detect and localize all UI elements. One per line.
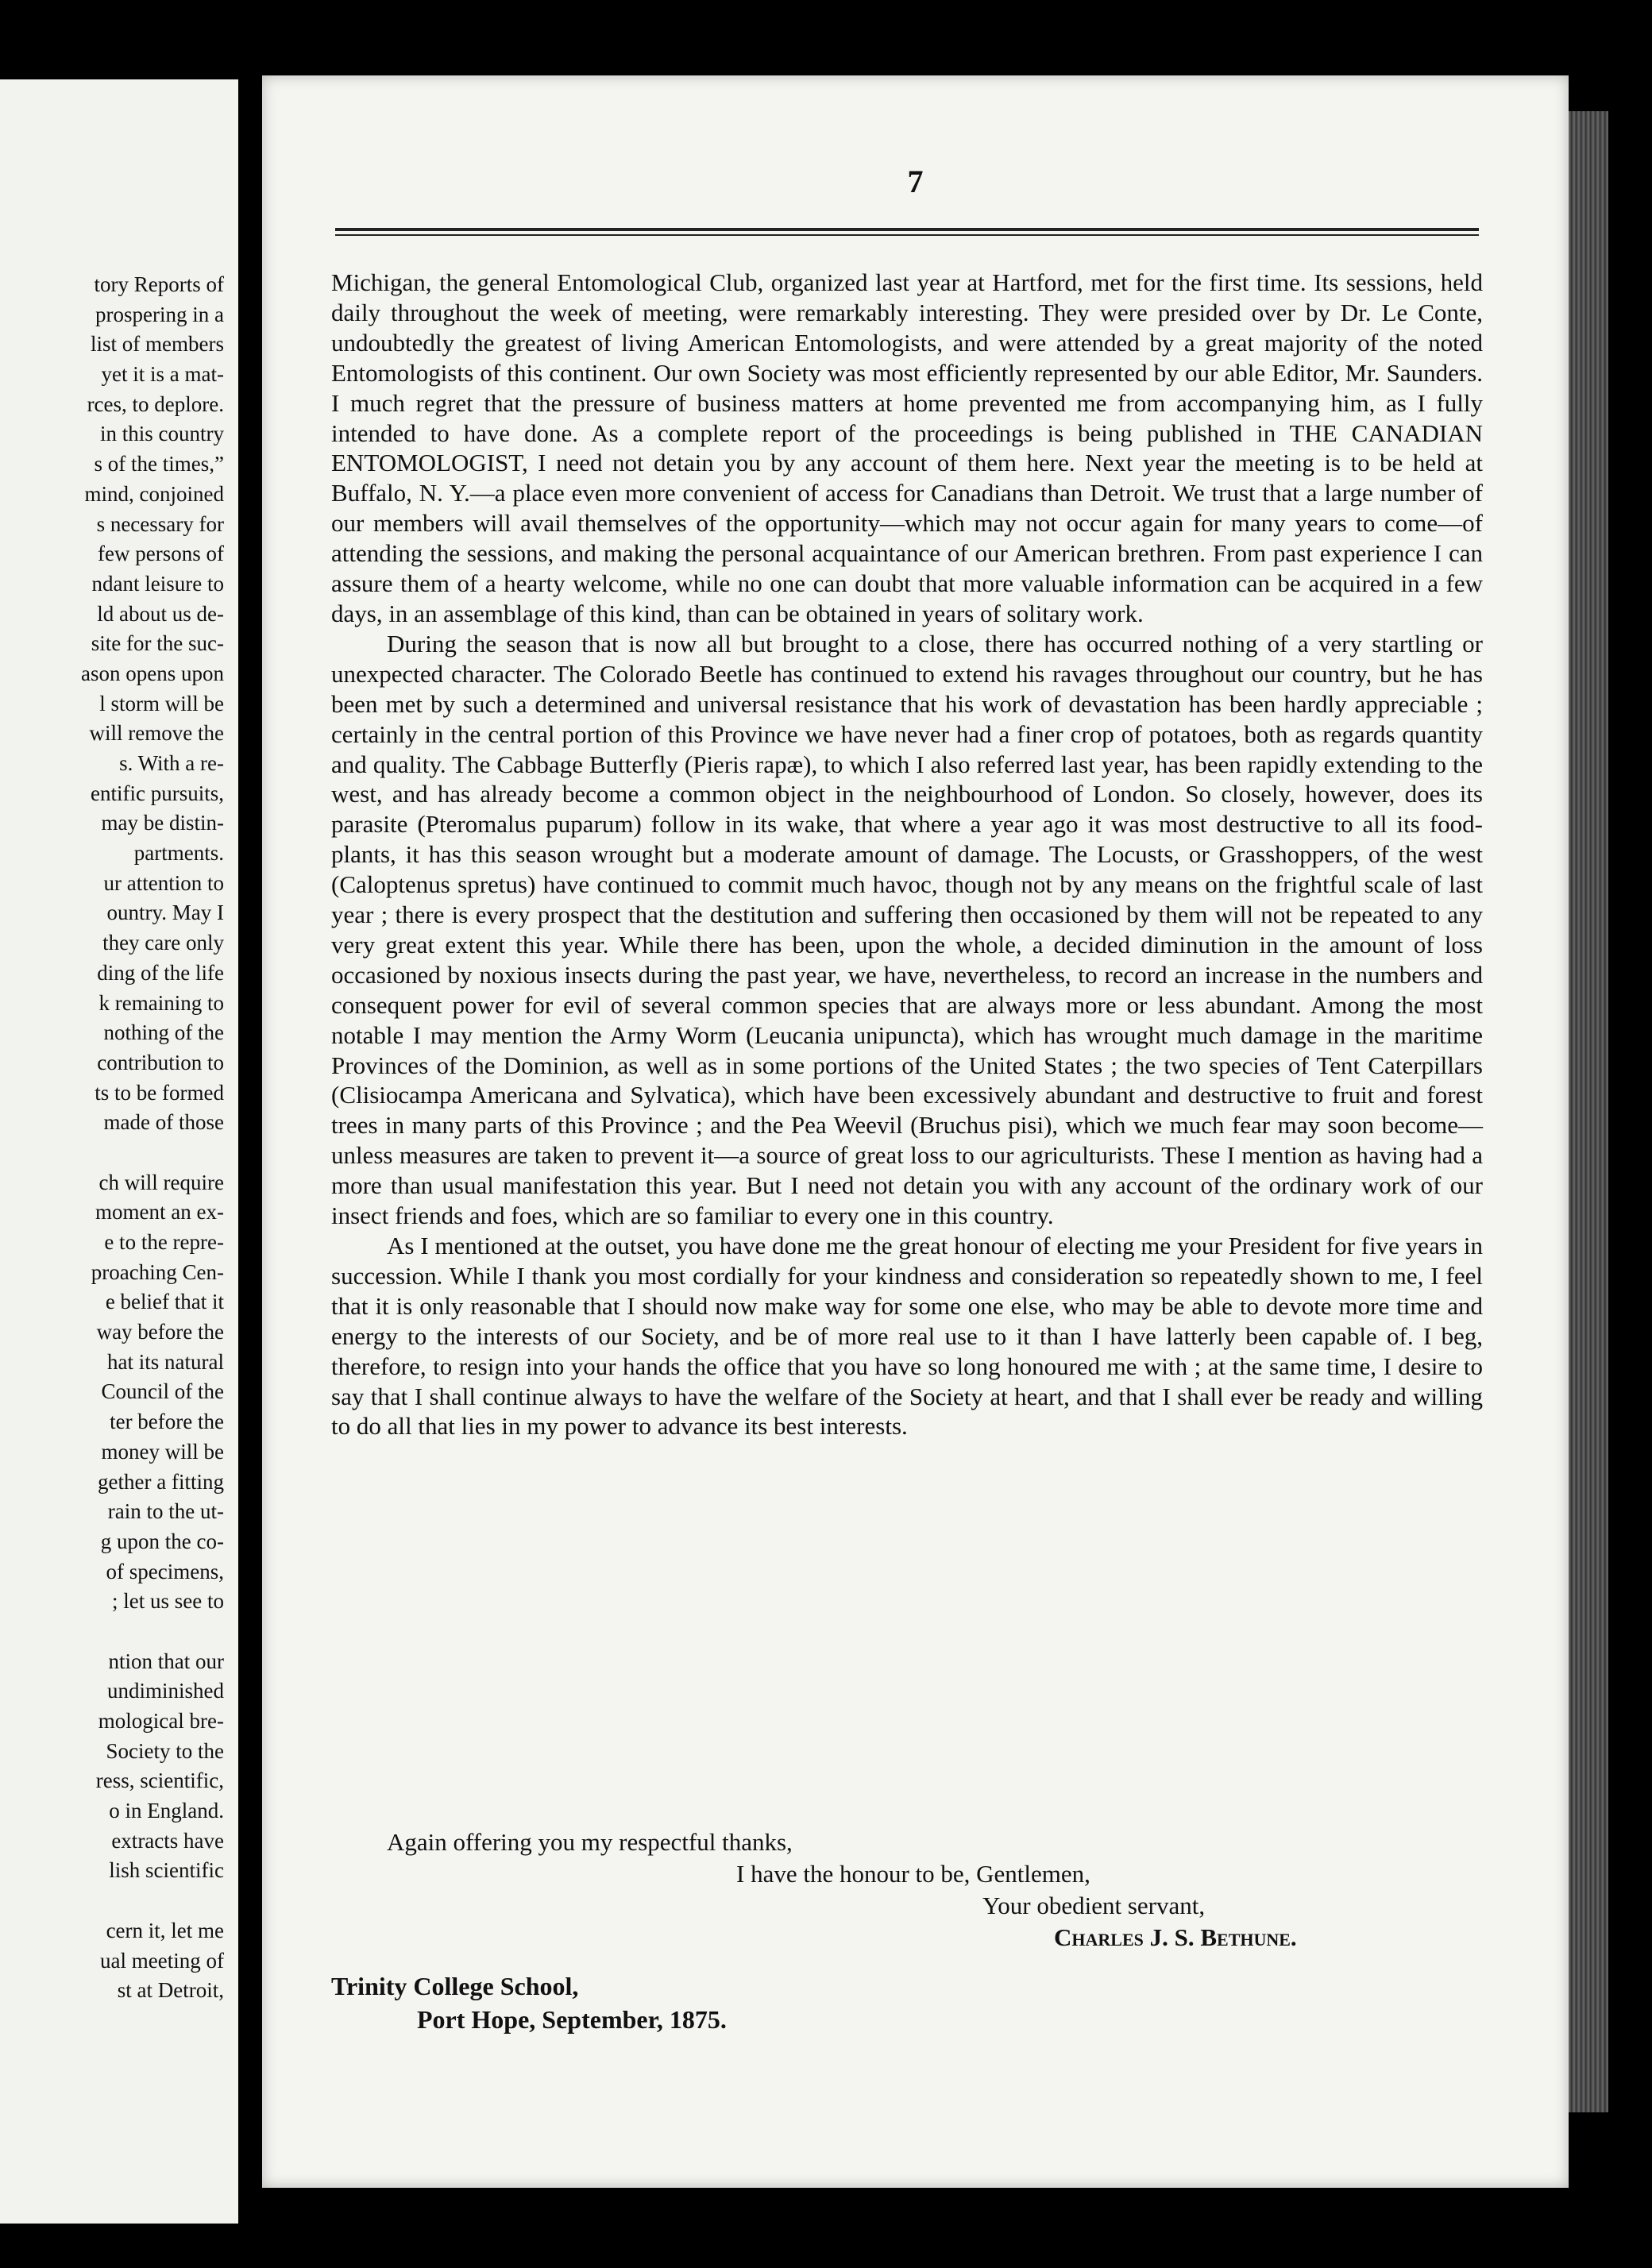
left-page-line	[0, 1138, 224, 1168]
left-page-line	[0, 1886, 224, 1916]
left-page-line: entific pursuits,	[91, 781, 224, 805]
left-page-line: g upon the co-	[100, 1529, 224, 1553]
address-line-1: Trinity College School,	[331, 1972, 579, 2000]
left-page-line: contribution to	[97, 1050, 224, 1074]
left-page-line: rain to the ut-	[107, 1499, 224, 1524]
closing-thanks: Again offering you my respectful thanks,	[387, 1828, 793, 1856]
left-page-line: Society to the	[106, 1738, 224, 1763]
left-page-line: lish scientific	[109, 1858, 224, 1883]
left-page-line: way before the	[96, 1320, 224, 1344]
left-page-line: e belief that it	[105, 1290, 224, 1314]
left-page-line: k remaining to	[98, 990, 224, 1015]
left-page-line: s. With a re-	[119, 751, 224, 775]
left-page-line: st at Detroit,	[117, 1978, 224, 2003]
signature: Charles J. S. Bethune.	[1054, 1923, 1297, 1951]
left-page-line: may be distin-	[101, 811, 224, 835]
left-page-line: cern it, let me	[106, 1918, 224, 1942]
left-page-line: ter before the	[110, 1410, 224, 1434]
sender-address	[331, 1969, 727, 2036]
letter-closing	[331, 1826, 1483, 1954]
left-page-line: s necessary for	[96, 511, 224, 536]
left-page-line: ding of the life	[97, 960, 224, 985]
left-page-line: extracts have	[111, 1828, 224, 1853]
left-page-line: few persons of	[98, 542, 224, 566]
left-page-line: money will be	[101, 1439, 224, 1464]
left-page-line: ntion that our	[108, 1649, 224, 1673]
left-page-line: tory Reports of	[94, 272, 224, 296]
left-page-line: ch will require	[98, 1170, 224, 1194]
left-page-line: ur attention to	[103, 870, 224, 895]
left-page-line: of specimens,	[106, 1559, 224, 1583]
paragraph-resignation: As I mentioned at the outset, you have done me the great honour of electing me your President for five years in succession. While I thank you most cordially for your kindness and consideration so repeatedly shown to me, I feel that it is only reasonable that I should now make way for some one else, who may be able to devote more time and energy to the interests of our Society, and be of more real use to it than I have latterly been capable of. I beg, therefore, to resign into your hands the office that you have so long honoured me with ; at the same time, I desire to say that I shall continue always to have the welfare of the Society at heart, and that I shall ever be ready and willing to do all that lies in my power to advance its best interests.	[331, 1232, 1483, 1441]
left-page-line: mind, conjoined	[84, 481, 224, 506]
left-page-line: hat its natural	[107, 1349, 224, 1374]
left-page-line: ndant leisure to	[91, 571, 224, 596]
left-page-line: o in England.	[109, 1799, 224, 1823]
left-page-line: moment an ex-	[95, 1200, 224, 1225]
left-page-fragment	[0, 79, 238, 2224]
left-page-line: ountry. May I	[106, 901, 224, 925]
left-page-line: gether a fitting	[98, 1469, 224, 1494]
left-page-line: ason opens upon	[81, 661, 224, 685]
left-page-line: ual meeting of	[100, 1948, 224, 1973]
left-page-line: Council of the	[101, 1379, 224, 1404]
left-page-line: ts to be formed	[95, 1080, 224, 1105]
left-page-line: site for the suc-	[91, 631, 224, 656]
left-page-line: mological bre-	[98, 1709, 224, 1733]
left-page-line: undiminished	[107, 1679, 224, 1703]
left-page-line: s of the times,”	[94, 452, 224, 476]
left-page-line: ; let us see to	[112, 1589, 224, 1614]
page-number: 7	[907, 164, 924, 199]
header-rule-thin	[335, 234, 1479, 236]
left-page-line: prospering in a	[95, 302, 224, 326]
header-rule-thick	[335, 228, 1479, 231]
left-page-line: made of those	[103, 1110, 224, 1135]
left-page-line: yet it is a mat-	[101, 362, 224, 387]
left-page-line: ress, scientific,	[95, 1768, 224, 1793]
paragraph-hartford-club: Michigan, the general Entomological Club, organized last year at Hartford, met for the first time. Its sessions, held daily throughout the week of meeting, were remarkably interesting. They were presided over by Dr. Le Conte, undoubtedly the greatest of living American Entomologists, and were attended by a great majority of the noted Entomologists of this continent. Our own Society was most efficiently represented by our able Editor, Mr. Saunders. I much regret that the pressure of business matters at home prevented me from accompanying him, as I fully intended to have done. As a complete report of the proceedings is being published in THE CANADIAN ENTOMOLOGIST, I need not detain you by any account of them here. Next year the meeting is to be held at Buffalo, N. Y.—a place even more convenient of access for Canadians than Detroit. We trust that a large number of our members will avail themselves of the opportunity—which may not occur again for many years to come—of attending the sessions, and making the personal acquaintance of our American brethren. From past experience I can assure them of a hearty welcome, while no one can doubt that more valuable information can be acquired in a few days, in an assemblage of this kind, than can be obtained in years of solitary work.	[331, 268, 1483, 627]
left-page-line: proaching Cen-	[91, 1259, 224, 1284]
left-page-line: list of members	[91, 332, 224, 357]
left-page-line: e to the repre-	[104, 1230, 224, 1254]
left-page-line: nothing of the	[103, 1020, 224, 1045]
left-page-line: in this country	[100, 422, 224, 446]
left-page-text-column	[0, 270, 224, 2006]
closing-servant: Your obedient servant,	[982, 1892, 1206, 1919]
address-line-2: Port Hope, September, 1875.	[417, 2005, 727, 2034]
left-page-line: they care only	[102, 931, 224, 955]
left-page-line	[0, 1617, 224, 1647]
left-page-line: partments.	[133, 841, 224, 866]
closing-honour: I have the honour to be, Gentlemen,	[736, 1860, 1090, 1888]
right-page	[262, 75, 1569, 2188]
left-page-line: ld about us de-	[97, 601, 224, 626]
paragraph-season-insects: During the season that is now all but brought to a close, there has occurred nothing of a very startling or unexpected character. The Colorado Beetle has continued to extend his ravages throughout our country, but he has been met by such a determined and universal resistance that his work of devastation has been hardly appreciable ; certainly in the central portion of this Province we have never had a finer crop of potatoes, both as regards quantity and quality. The Cabbage Butterfly (Pieris rapæ), to which I also referred last year, has been rapidly extending to the west, and has already become a common object in the neighbourhood of London. So closely, however, does its parasite (Pteromalus puparum) follow in its wake, that where a year ago it was most destructive to all its food-plants, it has this season wrought but a moderate amount of damage. The Locusts, or Grasshoppers, of the west (Caloptenus spretus) have continued to commit much havoc, though not by any means on the frightful scale of last year ; there is every prospect that the destitution and suffering then occasioned by them will not be repeated to any very great extent this year. While there has been, upon the whole, a decided diminution in the amount of loss occasioned by noxious insects during the past year, we have, nevertheless, to record an increase in the numbers and consequent power for evil of several common species that are always more or less abundant. Among the most notable I may mention the Army Worm (Leucania unipuncta), which has wrought much damage in the maritime Provinces of the Dominion, as well as in some portions of the United States ; the two species of Tent Caterpillars (Clisiocampa Americana and Sylvatica), which have been excessively abundant and destructive to fruit and forest trees in many parts of this Province ; and the Pea Weevil (Bruchus pisi), which we much fear may soon become—unless measures are taken to prevent it—a source of great loss to our agriculturists. These I mention as having had a more than usual manifestation this year. But I need not detain you with any account of the ordinary work of our insect friends and foes, which are so familiar to every one in this country.	[331, 629, 1483, 1230]
article-body	[331, 268, 1483, 1441]
left-page-line: will remove the	[89, 721, 224, 746]
left-page-line: l storm will be	[99, 691, 224, 716]
left-page-line: rces, to deplore.	[87, 392, 224, 416]
